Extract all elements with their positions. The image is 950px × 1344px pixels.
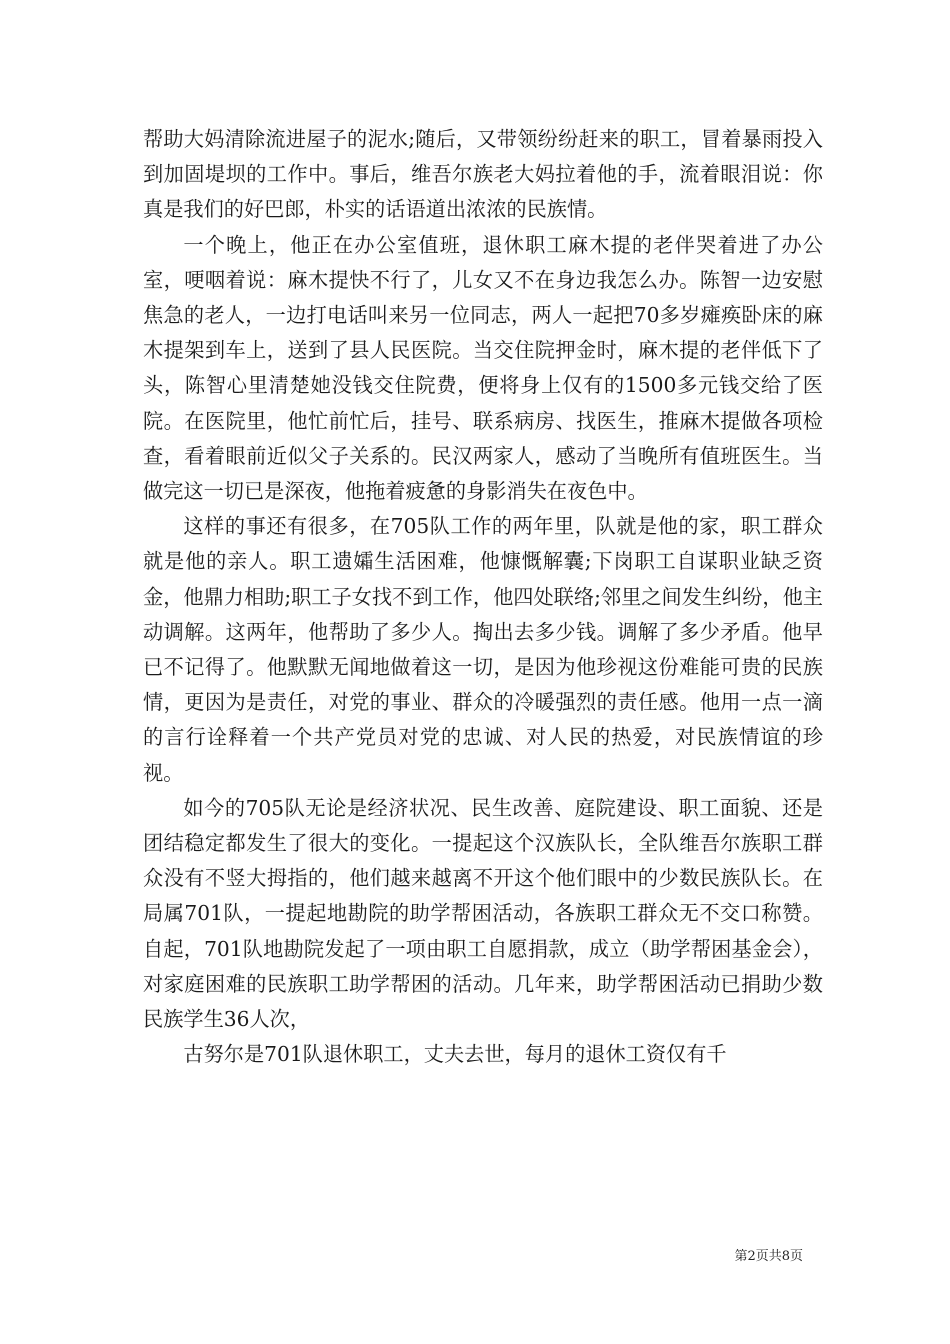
paragraph-5: 古努尔是701队退休职工，丈夫去世，每月的退休工资仅有千 bbox=[183, 1042, 727, 1067]
paragraph-2: 一个晚上，他正在办公室值班，退休职工麻木提的老伴哭着进了办公室，哽咽着说：麻木提快不行了，儿女又不在身边我怎么办。陈智一边安慰焦急的老人，一边打电话叫来另一位同志，两人一起把70多岁瘫痪卧床的麻木提架到车上，送到了县人民医院。当交住院押金时，麻木提的老伴低下了头，陈智心里清楚她没钱交住院费，便将身上仅有的1500多元钱交给了医院。在医院里，他忙前忙后，挂号、联系病房、找医生，推麻木提做各项检查，看着眼前近似父子关系的。民汉两家人，感动了当晚所有值班医生。当做完这一切已是深夜，他拖着疲惫的身影消失在夜色中。 bbox=[143, 232, 823, 504]
page-number: 第2页共8页 bbox=[734, 1249, 803, 1264]
paragraph-4: 如今的705队无论是经济状况、民生改善、庭院建设、职工面貌、还是团结稳定都发生了很大的变化。一提起这个汉族队长，全队维吾尔族职工群众没有不竖大拇指的，他们越来越离不开这个他们眼中的少数民族队长。在局属701队，一提起地勘院的助学帮困活动，各族职工群众无不交口称赞。自起，701队地勘院发起了一项由职工自愿捐款，成立（助学帮困基金会），对家庭困难的民族职工助学帮困的活动。几年来，助学帮困活动已捐助少数民族学生36人次， bbox=[143, 795, 823, 1032]
paragraph-1: 帮助大妈清除流进屋子的泥水;随后，又带领纷纷赶来的职工，冒着暴雨投入到加固堤坝的工作中。事后，维吾尔族老大妈拉着他的手，流着眼泪说：你真是我们的好巴郎，朴实的话语道出浓浓的民族情。 bbox=[143, 127, 823, 222]
paragraph-3: 这样的事还有很多，在705队工作的两年里，队就是他的家，职工群众就是他的亲人。职工遗孀生活困难，他慷慨解囊;下岗职工自谋职业缺乏资金，他鼎力相助;职工子女找不到工作，他四处联络;邻里之间发生纠纷，他主动调解。这两年，他帮助了多少人。掏出去多少钱。调解了多少矛盾。他早已不记得了。他默默无闻地做着这一切，是因为他珍视这份难能可贵的民族情，更因为是责任，对党的事业、群众的冷暖强烈的责任感。他用一点一滴的言行诠释着一个共产党员对党的忠诚、对人民的热爱，对民族情谊的珍视。 bbox=[143, 514, 823, 785]
body-text bbox=[143, 122, 823, 1072]
